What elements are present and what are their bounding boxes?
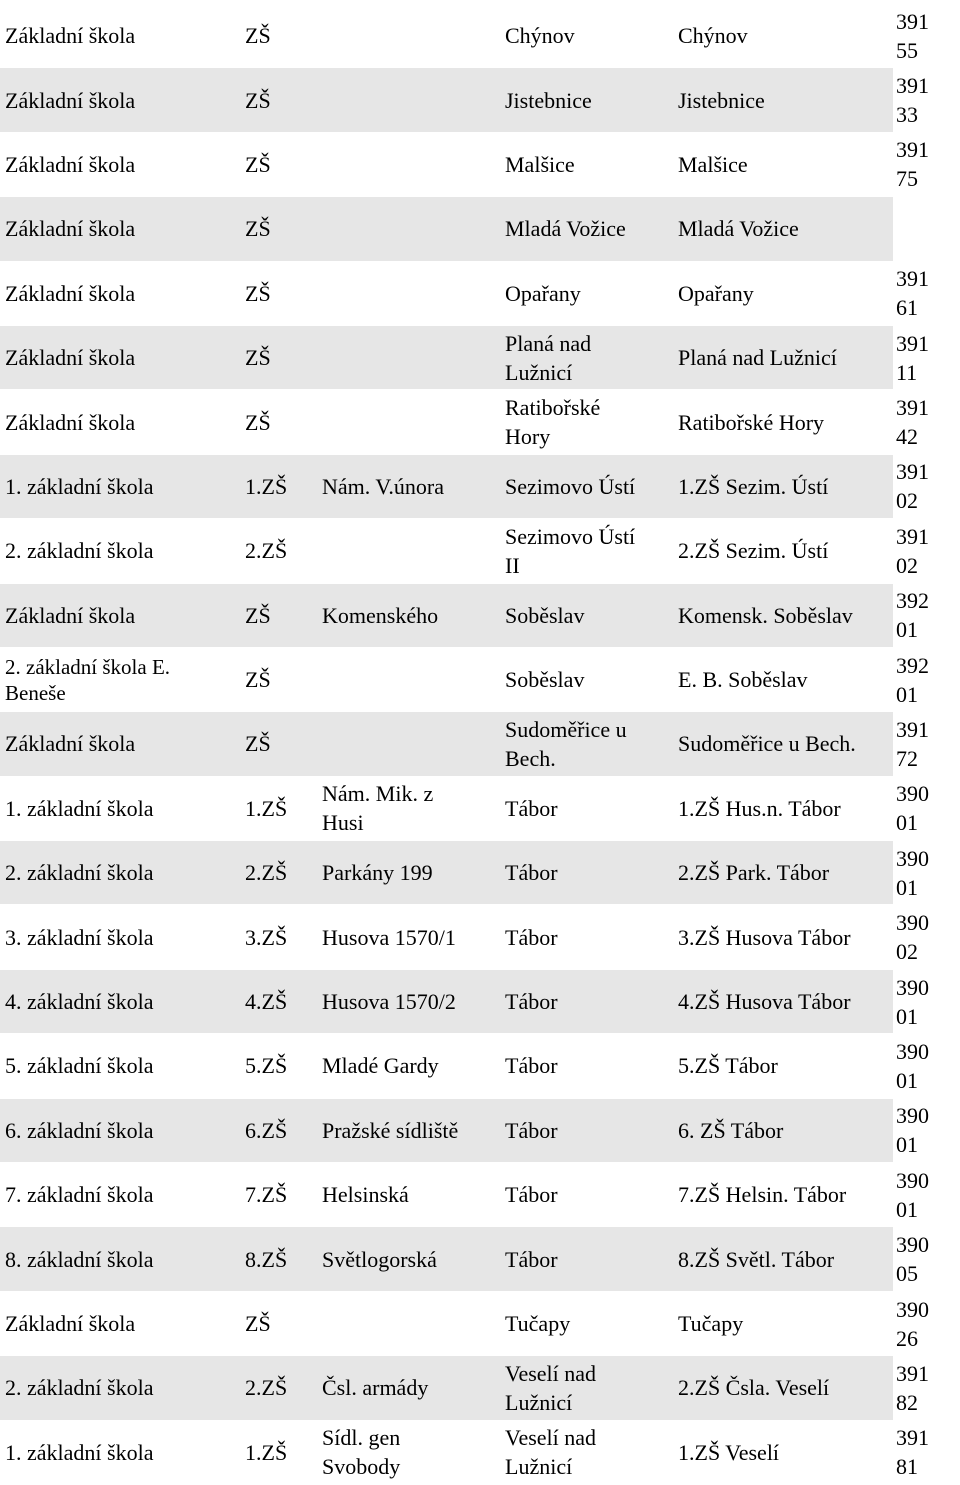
street-cell: Čsl. armády xyxy=(322,1375,429,1401)
school-abbr-cell: 3.ZŠ xyxy=(245,924,288,950)
postal-code-cell xyxy=(896,197,960,260)
table-row xyxy=(0,197,960,261)
short-name-cell: Planá nad Lužnicí xyxy=(678,345,837,371)
school-abbr-cell: ZŠ xyxy=(245,23,271,49)
street-cell xyxy=(322,262,502,325)
table-row xyxy=(0,326,960,390)
table-row xyxy=(0,1356,960,1420)
school-name-cell: 8. základní škola xyxy=(5,1246,154,1272)
school-name-cell: Základní škola xyxy=(5,151,136,177)
town-cell: Tábor xyxy=(505,1117,558,1143)
town-cell: Sezimovo Ústí xyxy=(505,473,636,499)
short-name-cell: 1.ZŠ Hus.n. Tábor xyxy=(678,795,841,821)
town-cell: Tábor xyxy=(505,989,558,1015)
postal-code-cell: 391 42 xyxy=(896,395,929,450)
postal-code-cell: 391 33 xyxy=(896,73,929,128)
town-cell: Opařany xyxy=(505,280,581,306)
school-name-cell: 4. základní škola xyxy=(5,989,154,1015)
school-abbr-cell: 1.ZŠ xyxy=(245,473,288,499)
table-row xyxy=(0,1227,960,1291)
table-row xyxy=(0,519,960,583)
street-cell xyxy=(322,326,502,389)
street-cell: Nám. Mik. z Husi xyxy=(322,781,434,836)
street-cell: Helsinská xyxy=(322,1182,409,1208)
school-abbr-cell: ZŠ xyxy=(245,731,271,757)
postal-code-cell: 390 01 xyxy=(896,781,929,836)
town-cell: Soběslav xyxy=(505,602,585,628)
short-name-cell: 6. ZŠ Tábor xyxy=(678,1117,784,1143)
table-row xyxy=(0,1034,960,1098)
postal-code-cell: 391 82 xyxy=(896,1360,929,1415)
school-name-cell: 6. základní škola xyxy=(5,1117,154,1143)
town-cell: Tábor xyxy=(505,795,558,821)
street-cell xyxy=(322,197,502,260)
short-name-cell: E. B. Soběslav xyxy=(678,667,808,693)
school-name-cell: 3. základní škola xyxy=(5,924,154,950)
school-name-cell: 2. základní škola E. Beneše xyxy=(5,654,171,705)
street-cell xyxy=(322,1292,502,1355)
short-name-cell: 2.ZŠ Sezim. Ústí xyxy=(678,538,829,564)
school-abbr-cell: ZŠ xyxy=(245,216,271,242)
town-cell: Tábor xyxy=(505,1182,558,1208)
postal-code-cell: 390 01 xyxy=(896,1167,929,1222)
short-name-cell: 5.ZŠ Tábor xyxy=(678,1053,778,1079)
postal-code-cell: 391 55 xyxy=(896,8,929,63)
short-name-cell: 1.ZŠ Veselí xyxy=(678,1439,780,1465)
school-name-cell: 7. základní škola xyxy=(5,1182,154,1208)
table-row xyxy=(0,1163,960,1227)
short-name-cell: Chýnov xyxy=(678,23,748,49)
school-abbr-cell: ZŠ xyxy=(245,345,271,371)
school-abbr-cell: 2.ZŠ xyxy=(245,860,288,886)
table-row xyxy=(0,584,960,648)
school-abbr-cell: ZŠ xyxy=(245,1311,271,1336)
school-abbr-cell: 5.ZŠ xyxy=(245,1053,288,1079)
table-row xyxy=(0,262,960,326)
street-cell xyxy=(322,519,502,582)
school-name-cell: 1. základní škola xyxy=(5,795,154,821)
school-name-cell: 2. základní škola xyxy=(5,1375,154,1401)
school-abbr-cell: 2.ZŠ xyxy=(245,538,288,564)
short-name-cell: Jistebnice xyxy=(678,87,765,113)
postal-code-cell: 391 02 xyxy=(896,523,929,578)
school-name-cell: Základní škola xyxy=(5,23,136,49)
table-row xyxy=(0,1099,960,1163)
street-cell: Pražské sídliště xyxy=(322,1117,459,1143)
short-name-cell: 7.ZŠ Helsin. Tábor xyxy=(678,1182,847,1208)
short-name-cell: 8.ZŠ Světl. Tábor xyxy=(678,1246,835,1272)
school-name-cell: Základní škola xyxy=(5,280,136,306)
school-abbr-cell: 2.ZŠ xyxy=(245,1375,288,1401)
school-name-cell: Základní škola xyxy=(5,1311,136,1336)
town-cell: Planá nad Lužnicí xyxy=(505,330,592,385)
school-abbr-cell: ZŠ xyxy=(245,151,271,177)
town-cell: Chýnov xyxy=(505,23,575,49)
postal-code-cell: 391 02 xyxy=(896,459,929,514)
short-name-cell: 3.ZŠ Husova Tábor xyxy=(678,924,851,950)
town-cell: Veselí nad Lužnicí xyxy=(505,1360,597,1415)
table-row xyxy=(0,4,960,68)
school-name-cell: Základní škola xyxy=(5,731,136,757)
street-cell: Husova 1570/1 xyxy=(322,924,456,950)
town-cell: Tábor xyxy=(505,1053,558,1079)
table-row xyxy=(0,712,960,776)
postal-code-cell: 392 01 xyxy=(896,588,929,643)
short-name-cell: 2.ZŠ Čsla. Veselí xyxy=(678,1375,830,1401)
street-cell: Parkány 199 xyxy=(322,860,433,886)
town-cell: Soběslav xyxy=(505,667,585,693)
short-name-cell: 1.ZŠ Sezim. Ústí xyxy=(678,473,829,499)
school-abbr-cell: ZŠ xyxy=(245,280,271,306)
school-abbr-cell: 1.ZŠ xyxy=(245,1439,288,1465)
town-cell: Mladá Vožice xyxy=(505,216,626,242)
table-row xyxy=(0,455,960,519)
school-name-cell: 2. základní škola xyxy=(5,860,154,886)
school-abbr-cell: ZŠ xyxy=(245,409,271,435)
town-cell: Ratibořské Hory xyxy=(505,395,601,450)
street-cell: Světlogorská xyxy=(322,1246,437,1272)
postal-code-cell: 391 72 xyxy=(896,716,929,771)
school-name-cell: Základní škola xyxy=(5,216,136,242)
short-name-cell: Komensk. Soběslav xyxy=(678,602,853,628)
school-abbr-cell: ZŠ xyxy=(245,602,271,628)
postal-code-cell: 391 75 xyxy=(896,137,929,192)
street-cell: Husova 1570/2 xyxy=(322,989,456,1015)
postal-code-cell: 390 01 xyxy=(896,845,929,900)
table-row xyxy=(0,390,960,454)
school-name-cell: Základní škola xyxy=(5,87,136,113)
town-cell: Tábor xyxy=(505,1246,558,1272)
postal-code-cell: 390 01 xyxy=(896,974,929,1029)
postal-code-cell: 391 81 xyxy=(896,1425,929,1480)
street-cell xyxy=(322,390,502,453)
short-name-cell: 2.ZŠ Park. Tábor xyxy=(678,860,830,886)
table-row xyxy=(0,970,960,1034)
short-name-cell: Opařany xyxy=(678,280,754,306)
postal-code-cell: 391 61 xyxy=(896,266,929,321)
street-cell xyxy=(322,712,502,775)
town-cell: Sudoměřice u Bech. xyxy=(505,716,627,771)
short-name-cell: Malšice xyxy=(678,151,748,177)
school-abbr-cell: 4.ZŠ xyxy=(245,989,288,1015)
postal-code-cell: 390 02 xyxy=(896,910,929,965)
street-cell xyxy=(322,648,502,711)
school-name-cell: Základní škola xyxy=(5,409,136,435)
street-cell: Sídl. gen Svobody xyxy=(322,1425,401,1480)
town-cell: Veselí nad Lužnicí xyxy=(505,1425,597,1480)
short-name-cell: Tučapy xyxy=(678,1311,744,1336)
short-name-cell: 4.ZŠ Husova Tábor xyxy=(678,989,851,1015)
table-row xyxy=(0,1292,960,1356)
town-cell: Tábor xyxy=(505,860,558,886)
table-row xyxy=(0,841,960,905)
table-row xyxy=(0,68,960,132)
school-abbr-cell: 1.ZŠ xyxy=(245,795,288,821)
postal-code-cell: 390 01 xyxy=(896,1103,929,1158)
table-row xyxy=(0,648,960,712)
street-cell: Mladé Gardy xyxy=(322,1053,439,1079)
town-cell: Jistebnice xyxy=(505,87,592,113)
school-abbr-cell: 8.ZŠ xyxy=(245,1246,288,1272)
short-name-cell: Mladá Vožice xyxy=(678,216,799,242)
postal-code-cell: 392 01 xyxy=(896,652,929,707)
short-name-cell: Ratibořské Hory xyxy=(678,409,825,435)
street-cell: Komenského xyxy=(322,602,439,628)
street-cell xyxy=(322,68,502,131)
school-abbr-cell: 7.ZŠ xyxy=(245,1182,288,1208)
street-cell: Nám. V.února xyxy=(322,473,445,499)
town-cell: Tábor xyxy=(505,924,558,950)
school-name-cell: 2. základní škola xyxy=(5,538,154,564)
table-row xyxy=(0,777,960,841)
school-name-cell: Základní škola xyxy=(5,602,136,628)
table-row xyxy=(0,133,960,197)
school-name-cell: 1. základní škola xyxy=(5,473,154,499)
postal-code-cell: 390 05 xyxy=(896,1232,929,1287)
street-cell xyxy=(322,4,502,67)
postal-code-cell: 391 11 xyxy=(896,330,929,385)
school-name-cell: 5. základní škola xyxy=(5,1053,154,1079)
postal-code-cell: 390 26 xyxy=(896,1296,929,1351)
postal-code-cell: 390 01 xyxy=(896,1038,929,1093)
street-cell xyxy=(322,133,502,196)
school-abbr-cell: 6.ZŠ xyxy=(245,1117,288,1143)
table-row xyxy=(0,1421,960,1485)
school-abbr-cell: ZŠ xyxy=(245,87,271,113)
school-name-cell: Základní škola xyxy=(5,345,136,371)
school-name-cell: 1. základní škola xyxy=(5,1439,154,1465)
town-cell: Tučapy xyxy=(505,1311,571,1336)
town-cell: Sezimovo Ústí II xyxy=(505,523,636,578)
table-row xyxy=(0,905,960,969)
town-cell: Malšice xyxy=(505,151,575,177)
school-abbr-cell: ZŠ xyxy=(245,667,271,693)
short-name-cell: Sudoměřice u Bech. xyxy=(678,731,856,757)
